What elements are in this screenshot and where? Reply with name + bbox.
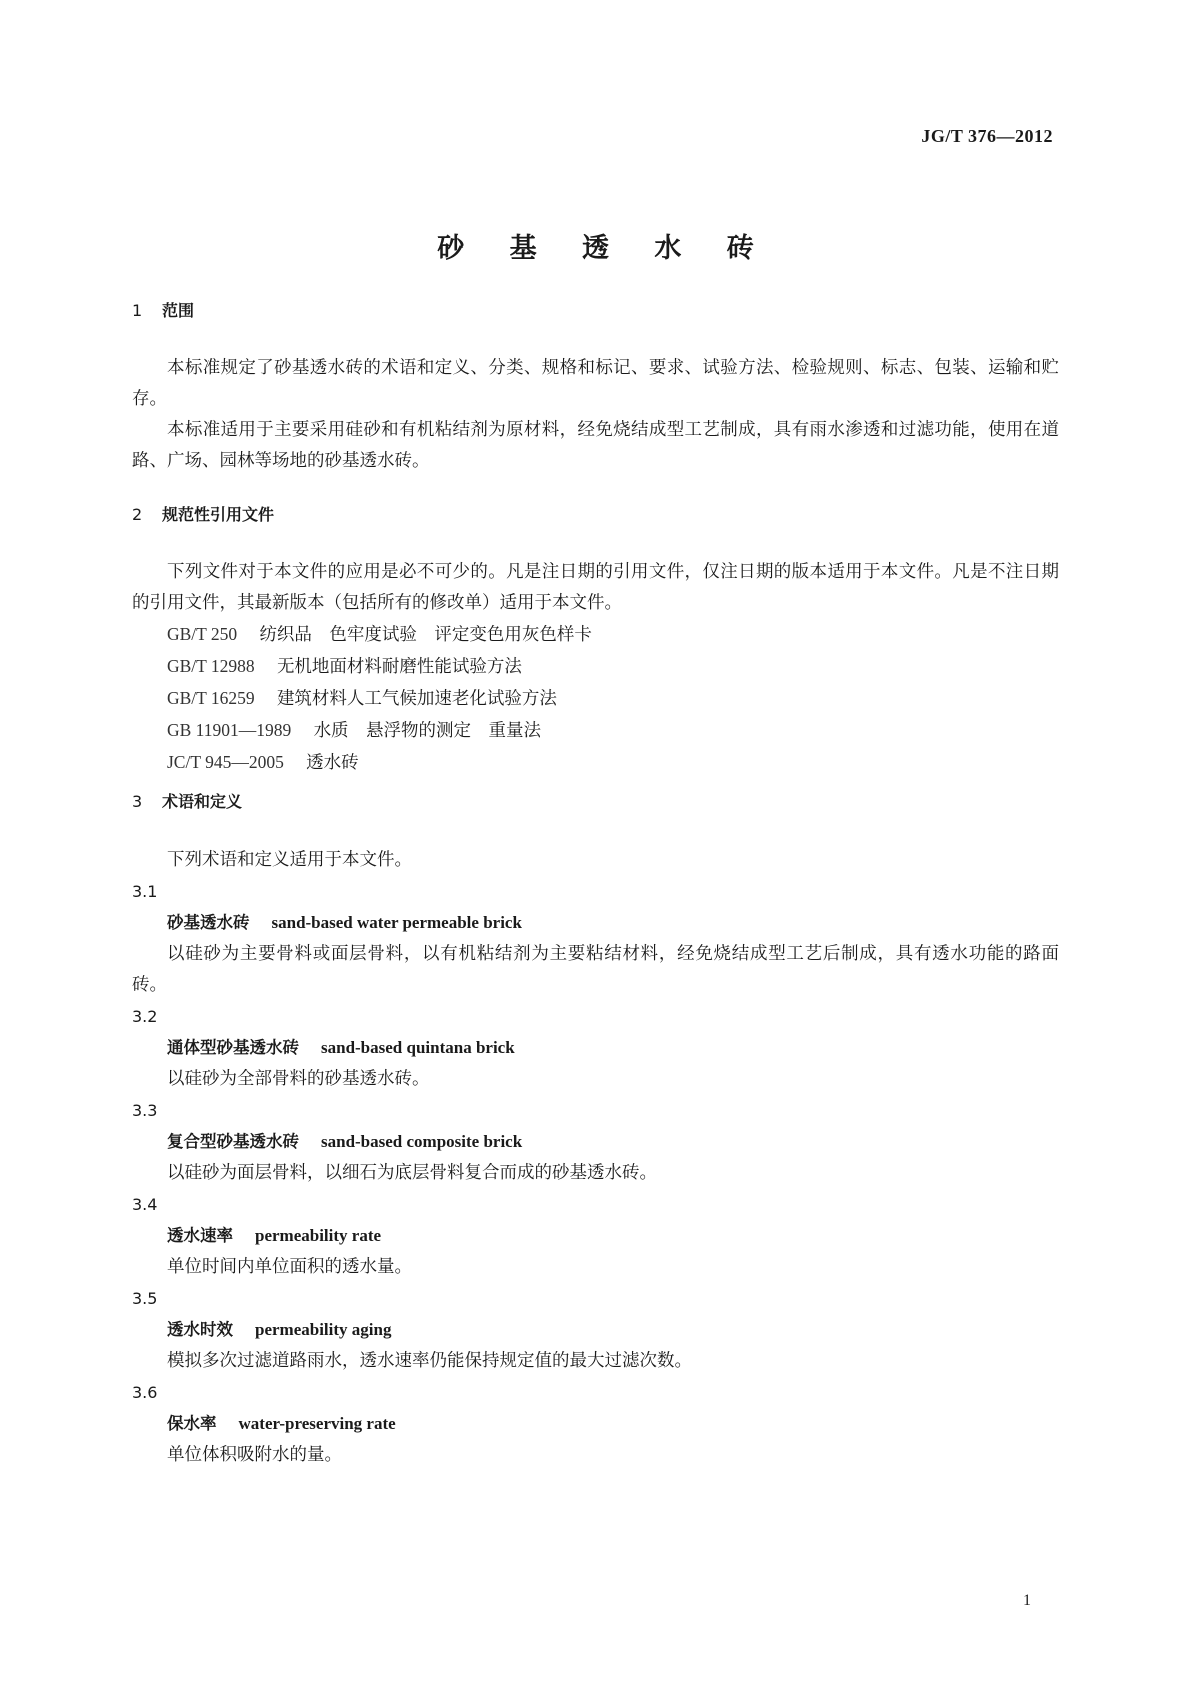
section-1-heading [132, 300, 1059, 322]
paragraph: 下列文件对于本文件的应用是必不可少的。凡是注日期的引用文件，仅注日期的版本适用于本文件。凡是不注日期的引用文件，其最新版本（包括所有的修改单）适用于本文件。 [132, 562, 1059, 613]
section-2-body [132, 557, 1059, 779]
section-3-body [132, 845, 1059, 1471]
section-number: 2 [132, 505, 143, 524]
term-en: permeability aging [255, 1320, 392, 1339]
term-entry [132, 907, 1059, 939]
term-entry [132, 1126, 1059, 1158]
term-definition: 以硅砂为面层骨料，以细石为底层骨料复合而成的砂基透水砖。 [167, 1163, 657, 1183]
page-number: 1 [1023, 1592, 1031, 1609]
document-title: 砂 基 透 水 砖 [437, 233, 772, 264]
term-zh: 透水时效 [167, 1320, 233, 1339]
paragraph: 本标准规定了砂基透水砖的术语和定义、分类、规格和标记、要求、试验方法、检验规则、标志、包装、运输和贮存。 [132, 358, 1059, 409]
term-en: sand-based quintana brick [321, 1038, 515, 1057]
term-entry [132, 1032, 1059, 1064]
clause-number: 3.6 [132, 1383, 158, 1402]
clause-number: 3.5 [132, 1289, 158, 1308]
term-en: sand-based composite brick [321, 1132, 523, 1151]
term-zh: 复合型砂基透水砖 [167, 1132, 299, 1151]
term-zh: 保水率 [167, 1414, 217, 1433]
term-definition: 单位体积吸附水的量。 [167, 1445, 342, 1465]
reference-code: GB/T 12988 [167, 656, 255, 676]
clause-number: 3.4 [132, 1195, 158, 1214]
term-en: sand-based water permeable brick [271, 913, 522, 932]
section-3-heading [132, 791, 1059, 813]
reference-code: GB/T 250 [167, 624, 238, 644]
reference-title: 透水砖 [306, 753, 359, 773]
reference-item [132, 683, 1059, 715]
reference-title: 纺织品 色牢度试验 评定变色用灰色样卡 [259, 625, 592, 645]
reference-item [132, 715, 1059, 747]
section-number: 3 [132, 792, 143, 811]
term-definition: 以硅砂为主要骨料或面层骨料，以有机粘结剂为主要粘结材料，经免烧结成型工艺后制成，具有透水功能的路面砖。 [132, 944, 1059, 995]
term-entry [132, 1314, 1059, 1346]
reference-title: 建筑材料人工气候加速老化试验方法 [276, 689, 557, 709]
term-definition: 模拟多次过滤道路雨水，透水速率仍能保持规定值的最大过滤次数。 [167, 1351, 692, 1371]
term-en: permeability rate [255, 1226, 382, 1245]
term-definition: 以硅砂为全部骨料的砂基透水砖。 [167, 1069, 430, 1089]
section-title: 范围 [162, 301, 195, 320]
term-definition: 单位时间内单位面积的透水量。 [167, 1257, 412, 1277]
term-en: water-preserving rate [238, 1414, 396, 1433]
clause-number: 3.2 [132, 1007, 158, 1026]
section-title: 术语和定义 [162, 792, 243, 811]
term-zh: 通体型砂基透水砖 [167, 1038, 299, 1057]
reference-code: JC/T 945—2005 [167, 752, 284, 772]
reference-code: GB/T 16259 [167, 688, 255, 708]
term-entry [132, 1220, 1059, 1252]
section-1-body [132, 353, 1059, 477]
section-title: 规范性引用文件 [162, 505, 275, 524]
term-zh: 砂基透水砖 [167, 913, 250, 932]
reference-item [132, 651, 1059, 683]
clause-number: 3.3 [132, 1101, 158, 1120]
reference-item [132, 619, 1059, 651]
reference-code: GB 11901—1989 [167, 720, 292, 740]
standard-code: JG/T 376—2012 [921, 126, 1053, 146]
section-number: 1 [132, 301, 143, 320]
paragraph: 本标准适用于主要采用硅砂和有机粘结剂为原材料，经免烧结成型工艺制成，具有雨水渗透和过滤功能，使用在道路、广场、园林等场地的砂基透水砖。 [132, 420, 1059, 471]
clause-number: 3.1 [132, 882, 158, 901]
term-entry [132, 1408, 1059, 1440]
reference-title: 无机地面材料耐磨性能试验方法 [276, 657, 522, 677]
term-zh: 透水速率 [167, 1226, 233, 1245]
reference-item [132, 747, 1059, 779]
reference-title: 水质 悬浮物的测定 重量法 [313, 721, 542, 741]
section-2-heading [132, 504, 1059, 526]
paragraph: 下列术语和定义适用于本文件。 [167, 850, 412, 870]
